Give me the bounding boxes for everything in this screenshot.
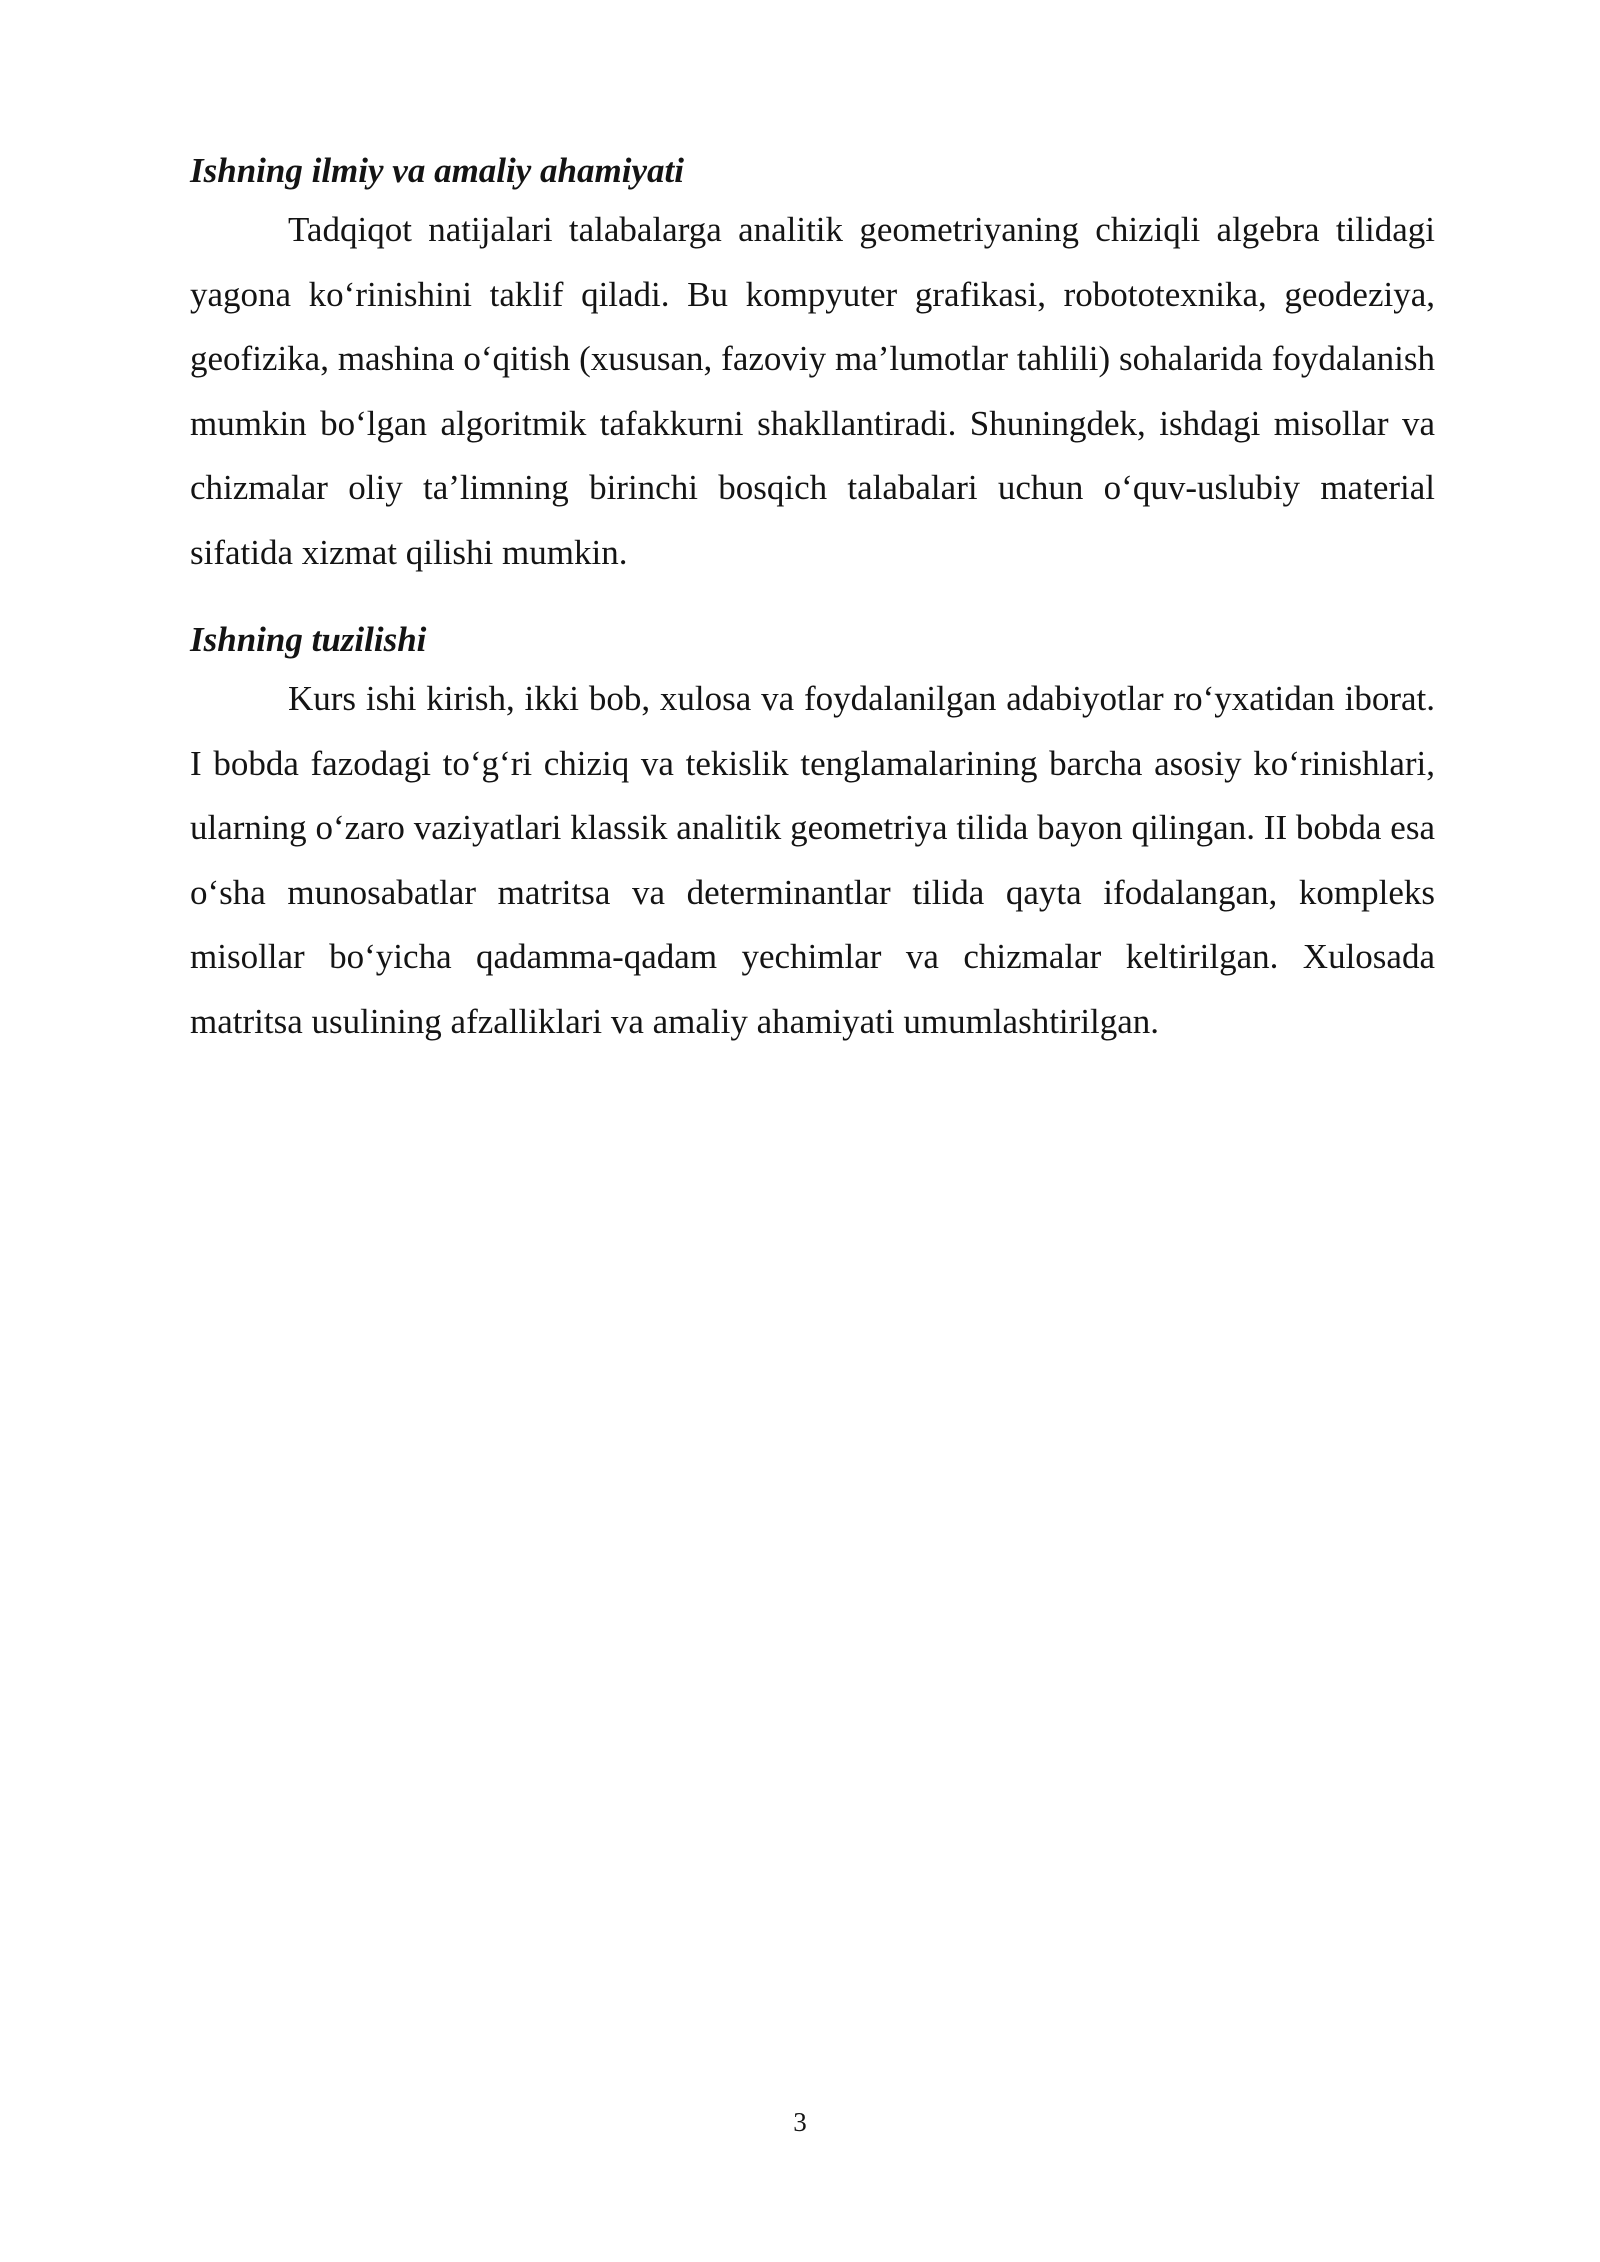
section-significance (190, 148, 1435, 585)
section-heading: Ishning tuzilishi (190, 620, 427, 659)
page-content (190, 148, 1435, 1054)
section-heading: Ishning ilmiy va amaliy ahamiyati (190, 151, 684, 190)
section-structure (190, 617, 1435, 1054)
section-paragraph: Tadqiqot natijalari talabalarga analitik geometriyaning chiziqli algebra tilidagi yagona ko‘rinishini taklif qiladi. Bu kompyuter grafikasi, robototexnika, geodeziya, geofizika, mashina o‘qitish (xususan, fazoviy ma’lumotlar tahlili) sohalarida foydalanish mumkin bo‘lgan algoritmik tafakkurni shakllantiradi. Shuningdek, ishdagi misollar va chizmalar oliy ta’limning birinchi bosqich talabalari uchun o‘quv-uslubiy material sifatida xizmat qilishi mumkin. (190, 210, 1435, 572)
section-paragraph: Kurs ishi kirish, ikki bob, xulosa va foydalanilgan adabiyotlar ro‘yxatidan iborat. I bobda fazodagi to‘g‘ri chiziq va tekislik tenglamalarining barcha asosiy ko‘rinishlari, ularning o‘zaro vaziyatlari klassik analitik geometriya tilida bayon qilingan. II bobda esa o‘sha munosabatlar matritsa va determinantlar tilida qayta ifodalangan, kompleks misollar bo‘yicha qadamma-qadam yechimlar va chizmalar keltirilgan. Xulosada matritsa usulining afzalliklari va amaliy ahamiyati umumlashtirilgan. (190, 679, 1435, 1041)
page-number: 3 (793, 2107, 807, 2137)
